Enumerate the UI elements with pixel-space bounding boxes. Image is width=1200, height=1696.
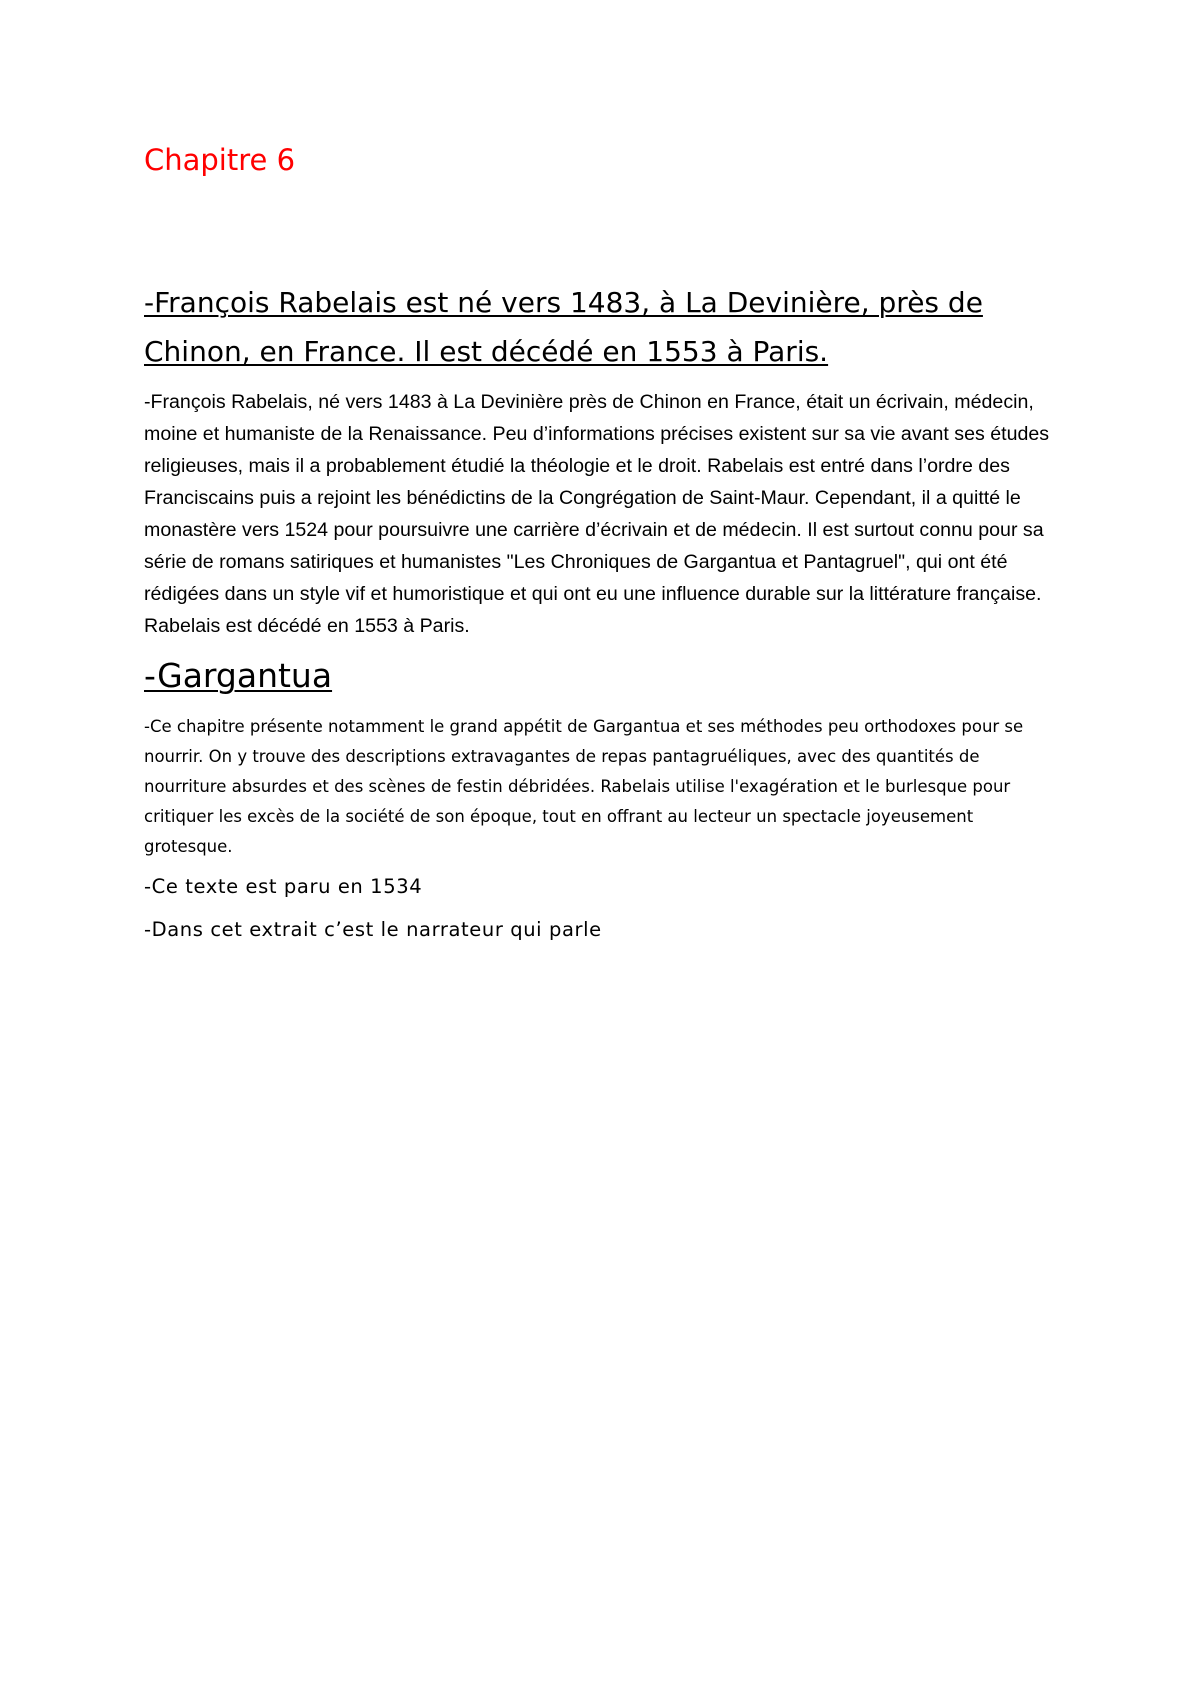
chapter-title: Chapitre 6 (144, 143, 296, 177)
note-narrator: -Dans cet extrait c’est le narrateur qui parle (144, 918, 602, 941)
gargantua-paragraph: -Ce chapitre présente notamment le grand appétit de Gargantua et ses méthodes peu orthodoxes pour se nourrir. On y trouve des descriptions extravagantes de repas pantagruéliques, avec des quantités de nourriture absurdes et des scènes de festin débridées. Rabelais utilise l'exagération et le burlesque pour critiquer les excès de la société de son époque, tout en offrant au lecteur un spectacle joyeusement grotesque. (144, 717, 1024, 856)
bio-heading: -François Rabelais est né vers 1483, à La Devinière, près de Chinon, en France. Il est décédé en 1553 à Paris. (144, 286, 983, 368)
note-published: -Ce texte est paru en 1534 (144, 875, 423, 898)
document-body (144, 140, 1064, 945)
bio-paragraph: -François Rabelais, né vers 1483 à La Devinière près de Chinon en France, était un écrivain, médecin, moine et humaniste de la Renaissance. Peu d’informations précises existent sur sa vie avant ses études religieuses, mais il a probablement étudié la théologie et le droit. Rabelais est entré dans l’ordre des Franciscains puis a rejoint les bénédictins de la Congrégation de Saint-Maur. Cependant, il a quitté le monastère vers 1524 pour poursuivre une carrière d’écrivain et de médecin. Il est surtout connu pour sa série de romans satiriques et humanistes "Les Chroniques de Gargantua et Pantagruel", qui ont été rédigées dans un style vif et humoristique et qui ont eu une influence durable sur la littérature française. Rabelais est décédé en 1553 à Paris. (144, 391, 1050, 637)
gargantua-heading: -Gargantua (144, 656, 333, 695)
